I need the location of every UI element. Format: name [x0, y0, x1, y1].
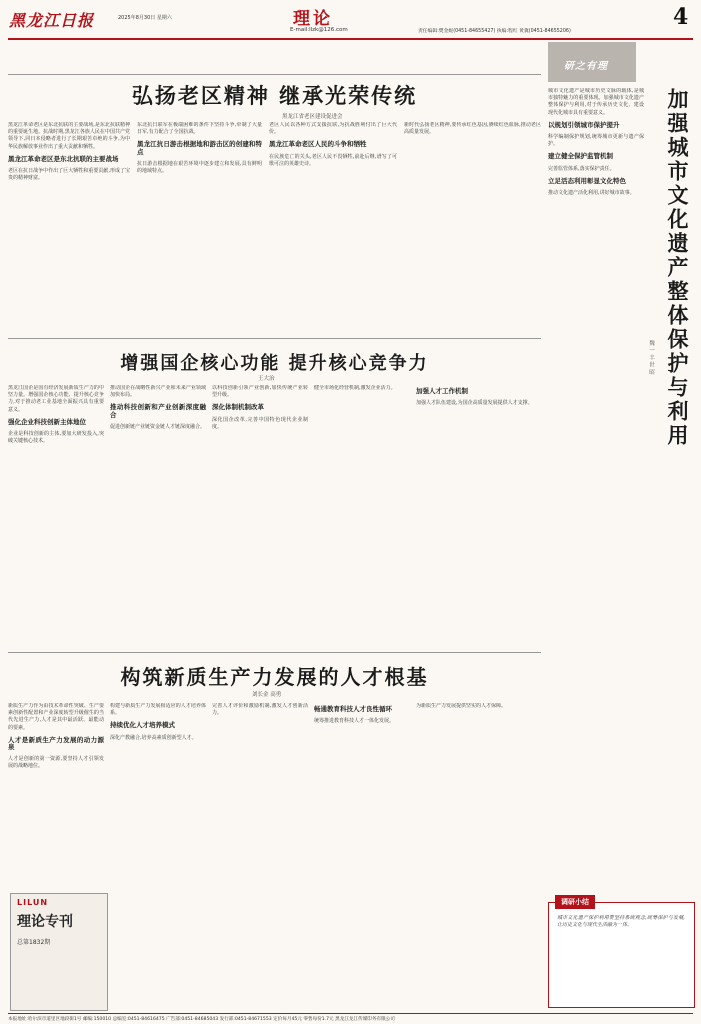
article3-subheading-1: 人才是新质生产力发展的动力源泉 [8, 735, 104, 752]
article2-body-text: 黑龙江国企是国有经济发展新质生产力的中坚力量。增强国企核心功能、提升核心竞争力,对于推动老工业基地全面振兴具有重要意义。 [8, 385, 104, 413]
article2-title: 增强国企核心功能 提升核心竞争力 [120, 353, 429, 374]
article1-body-text: 黑龙江革命老区是东北抗联的主要战场,是东北抗联精神的重要诞生地。抗战时期,黑龙江各族人民在中国共产党领导下,同日本侵略者进行了长期艰苦卓绝的斗争,为中华民族解放事业作出了重大贡献和牺牲。 [8, 122, 130, 150]
article1-col2: 东北抗日联军在极端困难的条件下坚持斗争,牵制了大量日军,有力配合了全国抗战。 黑龙江抗日游击根据地和游击区的创建和特点 抗日游击根据地在艰苦环境中逐步建立和发展,具有鲜明的地域特点。 [137, 122, 262, 175]
article3-col2: 构建与新质生产力发展相适应的人才培养体系。 持续优化人才培养模式 深化产教融合,培养高素质创新型人才。 [110, 703, 206, 741]
article1-col4: 新时代弘扬老区精神,要传承红色基因,赓续红色血脉,推动老区高质量发展。 [404, 122, 541, 136]
article3-subheading-2: 持续优化人才培养模式 [110, 721, 175, 730]
article3-col3: 完善人才评价和激励机制,激发人才创新活力。 [212, 703, 308, 717]
sidebar-title: 加强城市文化遗产整体保护与利用 [665, 88, 690, 448]
article1-subheading-3: 黑龙江革命老区人民的斗争和牺牲 [269, 140, 367, 149]
article1-subheading-1: 黑龙江革命老区是东北抗联的主要战场 [8, 154, 119, 163]
research-note-text: 城市文化遗产保护利用要坚持系统观念,统筹保护与发展,让历史文化与现代生活融为一体。 [557, 915, 685, 929]
article2-col3: 以科技创新引领产业创新,加快传统产业转型升级。 深化体制机制改革 深化国企改革,完善中国特色现代企业制度。 [212, 385, 308, 430]
article3-subheading-3: 畅通教育科技人才良性循环 [314, 705, 392, 713]
sidebar-body-text: 城市文化遗产是城市历史文脉的载体,是城市独特魅力的重要体现。加强城市文化遗产整体保护与利用,对于传承历史文化、建设现代化城市具有重要意义。 [548, 88, 644, 116]
article3-author: 刘长金 高勇 [252, 692, 282, 698]
article2-subheading-2: 推动科技创新和产业创新深度融合 [110, 403, 206, 419]
article3-title: 构筑新质生产力发展的人才根基 [120, 665, 429, 689]
article3-col5: 为新质生产力发展提供坚实的人才保障。 [416, 703, 507, 709]
promo-title: 理论专刊 [17, 914, 73, 930]
article1-subheading-2: 黑龙江抗日游击根据地和游击区的创建和特点 [137, 140, 262, 156]
sidebar-column-logo-text: 研之有理 [564, 61, 608, 72]
article1-top-rule [8, 74, 541, 75]
page-number: 4 [673, 4, 689, 30]
article2-subheading-1: 强化企业科技创新主体地位 [8, 417, 86, 426]
masthead-rule [8, 38, 693, 40]
research-note-box [548, 898, 695, 1008]
article2-col4: 健全市场化经营机制,激发企业活力。 [314, 385, 396, 391]
article1-col3: 老区人民以各种方式支援抗联,为抗战胜利付出了巨大代价。 黑龙江革命老区人民的斗争和牺牲 在民族危亡的关头,老区人民不畏牺牲,前赴后继,谱写了可歌可泣的英雄史诗。 [269, 122, 397, 167]
date-line: 2025年8月30日 星期六 [118, 15, 172, 21]
paper-name-logo: 黑龙江日报 [9, 11, 95, 30]
article2-subheading-4: 加强人才工作机制 [416, 387, 468, 395]
article1-col1: 黑龙江革命老区是东北抗联的主要战场,是东北抗联精神的重要诞生地。抗战时期,黑龙江各族人民在中国共产党领导下,同日本侵略者进行了长期艰苦卓绝的斗争,为中华民族解放事业作出了重大贡献和牺牲。 黑龙江革命老区是东北抗联的主要战场 老区在抗日战争中作出了巨大牺牲和重要贡献,形成了宝贵的精神财富。 [8, 122, 130, 182]
article2-col2: 推动国企在战略性新兴产业和未来产业领域加快布局。 推动科技创新和产业创新深度融合 促进创新链产业链资金链人才链深度融合。 [110, 385, 206, 430]
section-title: 理论 [293, 9, 333, 29]
sidebar-subheading-1: 以规划引领城市保护提升 [548, 120, 620, 129]
article3-col4: 畅通教育科技人才良性循环 统筹推进教育科技人才一体化发展。 [314, 703, 410, 1013]
footer-rule [8, 1013, 693, 1014]
article1-title: 弘扬老区精神 继承光荣传统 [131, 83, 418, 108]
sidebar-author: 魏 一 丰 世 昭 [648, 340, 654, 375]
sidebar-subheading-2: 建立健全保护监管机制 [548, 152, 613, 161]
article1-author: 黑龙江省老区建设促进会 [282, 114, 343, 120]
promo-box [10, 893, 108, 1011]
promo-brand: LILUN [17, 898, 49, 907]
section-email: E-mail:llzk@126.com [290, 27, 348, 33]
article2-author: 王大治 [258, 376, 275, 382]
footer-info: 本报地址:哈尔滨市道里区地段街1号 邮编:150010 总编室:0451-84616475 广告部:0451-84685043 发行部:0451-84671553 定价每月45元 零售每份1.7元 黑龙江龙江传媒印务有限公司 [8, 1017, 395, 1022]
article3-top-rule [8, 652, 541, 653]
article3-body-text: 新质生产力作为由技术革命性突破、生产要素创新性配置和产业深度转型升级催生的当代先进生产力,人才是其中最活跃、最能动的要素。 [8, 703, 104, 731]
article2-col1: 黑龙江国企是国有经济发展新质生产力的中坚力量。增强国企核心功能、提升核心竞争力,对于推动老工业基地全面振兴具有重要意义。 强化企业科技创新主体地位 企业是科技创新的主体,要加大研发投入,突破关键核心技术。 [8, 385, 104, 445]
editor-line: 责任编辑:樊金妮(0451-84655427) 执编:程红 黄冀(0451-84655206) [418, 29, 571, 34]
sidebar-col: 城市文化遗产是城市历史文脉的载体,是城市独特魅力的重要体现。加强城市文化遗产整体保护与利用,对于传承历史文化、建设现代化城市具有重要意义。 以规划引领城市保护提升 科学编制保护规划,统筹城市更新与遗产保护。 建立健全保护监管机制 完善监管体系,落实保护责任。 立足活态利用彰显文化特色 推动文化遗产活化利用,讲好城市故事。 [548, 88, 644, 197]
article3-col1: 新质生产力作为由技术革命性突破、生产要素创新性配置和产业深度转型升级催生的当代先进生产力,人才是其中最活跃、最能动的要素。 人才是新质生产力发展的动力源泉 人才是创新的第一资源,要坚持人才引领发展的战略地位。 [8, 703, 104, 770]
article2-subheading-3: 深化体制机制改革 [212, 403, 264, 412]
promo-issue: 总第1832期 [17, 939, 51, 946]
article2-top-rule [8, 338, 541, 339]
sidebar-subheading-3: 立足活态利用彰显文化特色 [548, 176, 626, 185]
article2-col5: 加强人才工作机制 加强人才队伍建设,为国企高质量发展提供人才支撑。 [416, 385, 541, 647]
research-note-label: 调研小结 [555, 895, 595, 909]
sidebar-column-logo [548, 42, 636, 82]
